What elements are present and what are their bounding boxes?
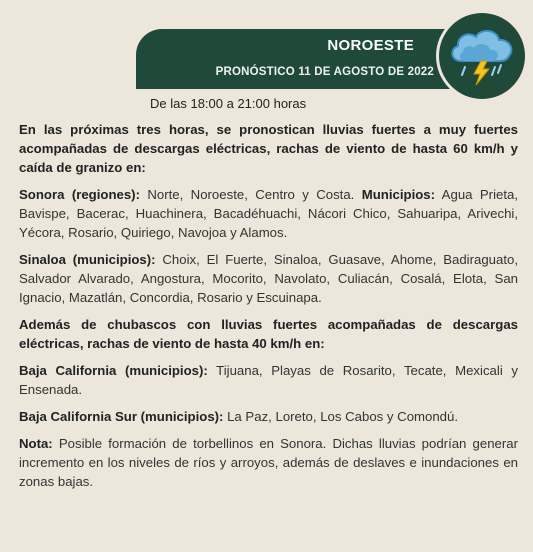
sinaloa-paragraph (19, 250, 518, 307)
storm-cloud-icon (445, 23, 519, 87)
second-intro-paragraph: Además de chubascos con lluvias fuertes acompañadas de descargas eléctricas, rachas de viento de hasta 40 km/h en: (19, 317, 518, 351)
weather-icon-badge (439, 13, 525, 99)
region-header (136, 29, 466, 89)
sonora-regions: Norte, Noroeste, Centro y Costa. (139, 187, 362, 202)
bcs-label: Baja California Sur (municipios): (19, 409, 224, 424)
sonora-municipios: Agua Prieta, Bavispe, Bacerac, Huachinera, Bacadéhuachi, Nácori Chico, Sahuaripa, Arivechi, Yécora, Rosario, Quiriego, Navojoa y Alamos. (19, 187, 518, 240)
bc-municipios: Tijuana, Playas de Rosarito, Tecate, Mexicali y Ensenada. (19, 363, 518, 397)
time-range: De las 18:00 a 21:00 horas (150, 96, 307, 111)
baja-california-paragraph (19, 361, 518, 399)
note-paragraph (19, 434, 518, 491)
forecast-date: PRONÓSTICO 11 DE AGOSTO DE 2022 (215, 66, 434, 78)
note-text: Posible formación de torbellinos en Sonora. Dichas lluvias podrían generar incremento en los niveles de ríos y arroyos, además de deslaves e inundaciones en zonas bajas. (19, 436, 518, 489)
baja-california-sur-paragraph (19, 407, 518, 426)
sinaloa-label: Sinaloa (municipios): (19, 252, 156, 267)
region-title: NOROESTE (327, 37, 414, 54)
bcs-municipios: La Paz, Loreto, Los Cabos y Comondú. (223, 409, 459, 424)
intro-paragraph: En las próximas tres horas, se pronostican lluvias fuertes a muy fuertes acompañadas de descargas eléctricas, rachas de viento de hasta 60 km/h y caída de granizo en: (19, 122, 518, 175)
sonora-municipios-label: Municipios: (361, 187, 436, 202)
forecast-body (19, 120, 518, 499)
sonora-label: Sonora (regiones): (19, 187, 140, 202)
sinaloa-municipios: Choix, El Fuerte, Sinaloa, Guasave, Ahome, Badiraguato, Salvador Alvarado, Angostura, Mocorito, Navolato, Culiacán, Cosalá, Elota, San Ignacio, Mazatlán, Concordia, Rosario y Escuinapa. (19, 252, 518, 305)
bc-label: Baja California (municipios): (19, 363, 208, 378)
sonora-paragraph (19, 185, 518, 242)
note-label: Nota: (19, 436, 53, 451)
